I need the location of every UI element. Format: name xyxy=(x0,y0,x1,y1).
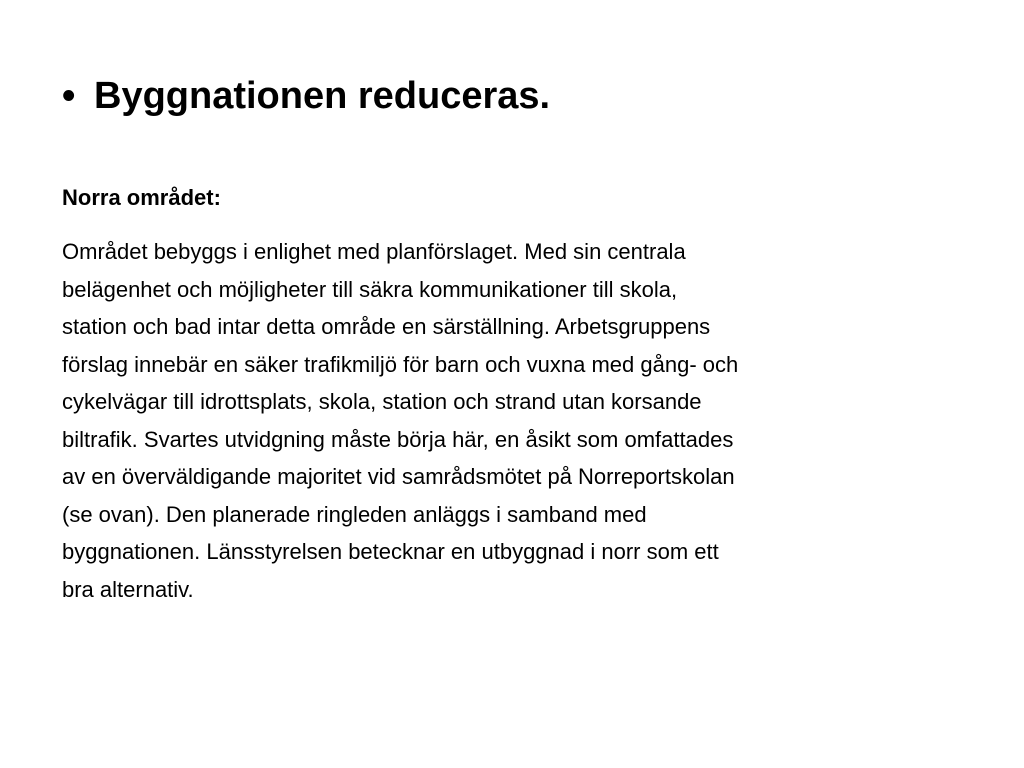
title-text: Byggnationen reduceras. xyxy=(94,75,551,117)
slide-title xyxy=(62,70,962,122)
body-line: av en överväldigande majoritet vid samrådsmötet på Norreportskolan xyxy=(62,464,735,489)
body-line: förslag innebär en säker trafikmiljö för barn och vuxna med gång- och xyxy=(62,351,739,377)
body-line: belägenhet och möjligheter till säkra kommunikationer till skola, xyxy=(62,276,678,302)
body-line: biltrafik. Svartes utvidgning måste börja här, en åsikt som omfattades xyxy=(62,426,734,452)
section-subheading: Norra området: xyxy=(62,185,221,210)
body-line: Området bebyggs i enlighet med planförslaget. Med sin centrala xyxy=(62,239,686,264)
title-bullet: • xyxy=(62,75,76,117)
body-line: cykelvägar till idrottsplats, skola, station och strand utan korsande xyxy=(62,389,702,414)
body-line: (se ovan). Den planerade ringleden anläggs i samband med xyxy=(62,501,647,527)
body-paragraph xyxy=(62,233,962,608)
body-line: bra alternativ. xyxy=(62,576,194,602)
body-line: byggnationen. Länsstyrelsen betecknar en utbyggnad i norr som ett xyxy=(62,539,719,564)
body-line: station och bad intar detta område en särställning. Arbetsgruppens xyxy=(62,314,711,339)
